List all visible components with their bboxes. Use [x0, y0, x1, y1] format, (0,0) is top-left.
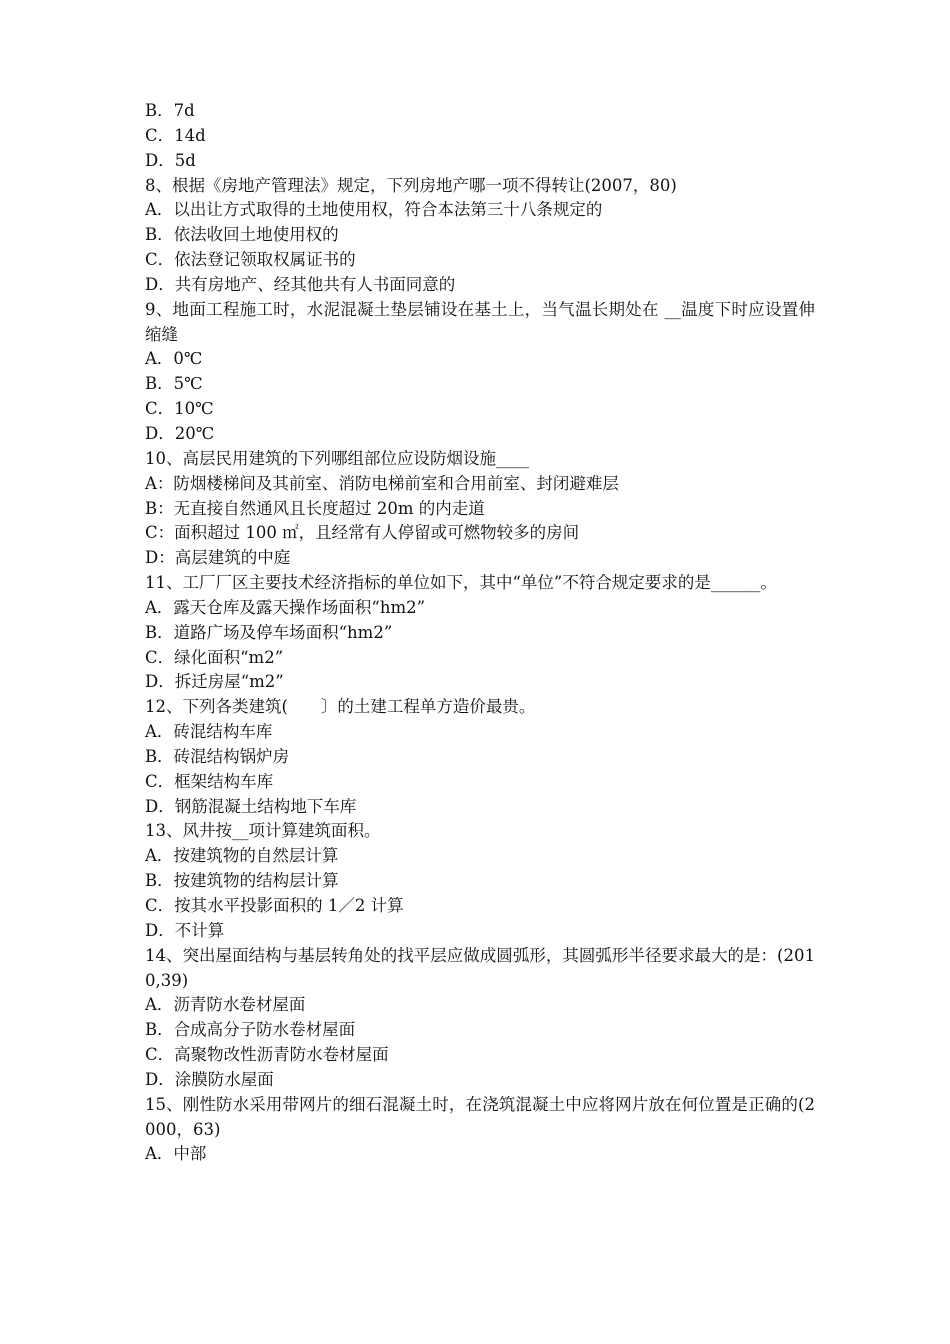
text-line: 11、工厂厂区主要技术经济指标的单位如下，其中“单位”不符合规定要求的是______。	[145, 573, 777, 593]
text-line: 13、风井按__项计算建筑面积。	[145, 821, 381, 841]
text-line: D．不计算	[145, 920, 225, 940]
text-line: 15、刚性防水采用带网片的细石混凝土时，在浇筑混凝土中应将网片放在何位置是正确的(2000，63)	[145, 1094, 815, 1139]
text-line: D：高层建筑的中庭	[145, 548, 291, 568]
text-line: D．拆迁房屋“m2”	[145, 672, 284, 692]
text-line: A．以出让方式取得的土地使用权，符合本法第三十八条规定的	[145, 200, 603, 220]
text-line: B：无直接自然通风且长度超过 20m 的内走道	[145, 498, 485, 518]
text-line: C．框架结构车库	[145, 771, 274, 791]
text-line: D．20℃	[145, 423, 215, 443]
text-line: A．0℃	[145, 349, 203, 369]
text-line: A．中部	[145, 1144, 207, 1164]
text-line: 8、根据《房地产管理法》规定，下列房地产哪一项不得转让(2007，80)	[145, 175, 677, 195]
text-line: B．7d	[145, 101, 195, 120]
text-line: D．共有房地产、经其他共有人书面同意的	[145, 274, 456, 294]
text-line: C．按其水平投影面积的 1／2 计算	[145, 896, 404, 915]
text-line: 14、突出屋面结构与基层转角处的找平层应做成圆弧形，其圆弧形半径要求最大的是：(2010,39)	[145, 945, 815, 990]
text-line: B．砖混结构锅炉房	[145, 746, 290, 766]
text-line: D．涂膜防水屋面	[145, 1069, 274, 1089]
text-line: B．5℃	[145, 374, 203, 394]
text-line: B．按建筑物的结构层计算	[145, 871, 339, 891]
text-line: A．露天仓库及露天操作场面积“hm2”	[145, 597, 426, 617]
text-line: C．10℃	[145, 399, 214, 419]
text-line: A．沥青防水卷材屋面	[145, 995, 306, 1015]
text-line: 9、地面工程施工时，水泥混凝土垫层铺设在基土上，当气温长期处在 __温度下时应设置伸缩缝	[145, 299, 815, 344]
document-body	[145, 99, 815, 1167]
text-line: 10、高层民用建筑的下列哪组部位应设防烟设施____	[145, 448, 529, 468]
text-line: D．5d	[145, 150, 196, 170]
text-line: B．合成高分子防水卷材屋面	[145, 1020, 356, 1040]
text-line: C．14d	[145, 125, 206, 145]
text-line: A：防烟楼梯间及其前室、消防电梯前室和合用前室、封闭避难层	[145, 473, 619, 493]
text-line: C．高聚物改性沥青防水卷材屋面	[145, 1045, 389, 1065]
text-line: C：面积超过 100 ㎡，且经常有人停留或可燃物较多的房间	[145, 523, 580, 543]
text-line: C．绿化面积“m2”	[145, 647, 284, 667]
text-line: A．砖混结构车库	[145, 722, 273, 742]
text-line: A．按建筑物的自然层计算	[145, 846, 339, 866]
text-line: B．道路广场及停车场面积“hm2”	[145, 622, 393, 642]
text-line: C．依法登记领取权属证书的	[145, 250, 356, 270]
text-line: 12、下列各类建筑( 〕的土建工程单方造价最贵。	[145, 697, 536, 717]
text-line: D．钢筋混凝土结构地下车库	[145, 796, 357, 816]
text-line: B．依法收回土地使用权的	[145, 225, 339, 245]
